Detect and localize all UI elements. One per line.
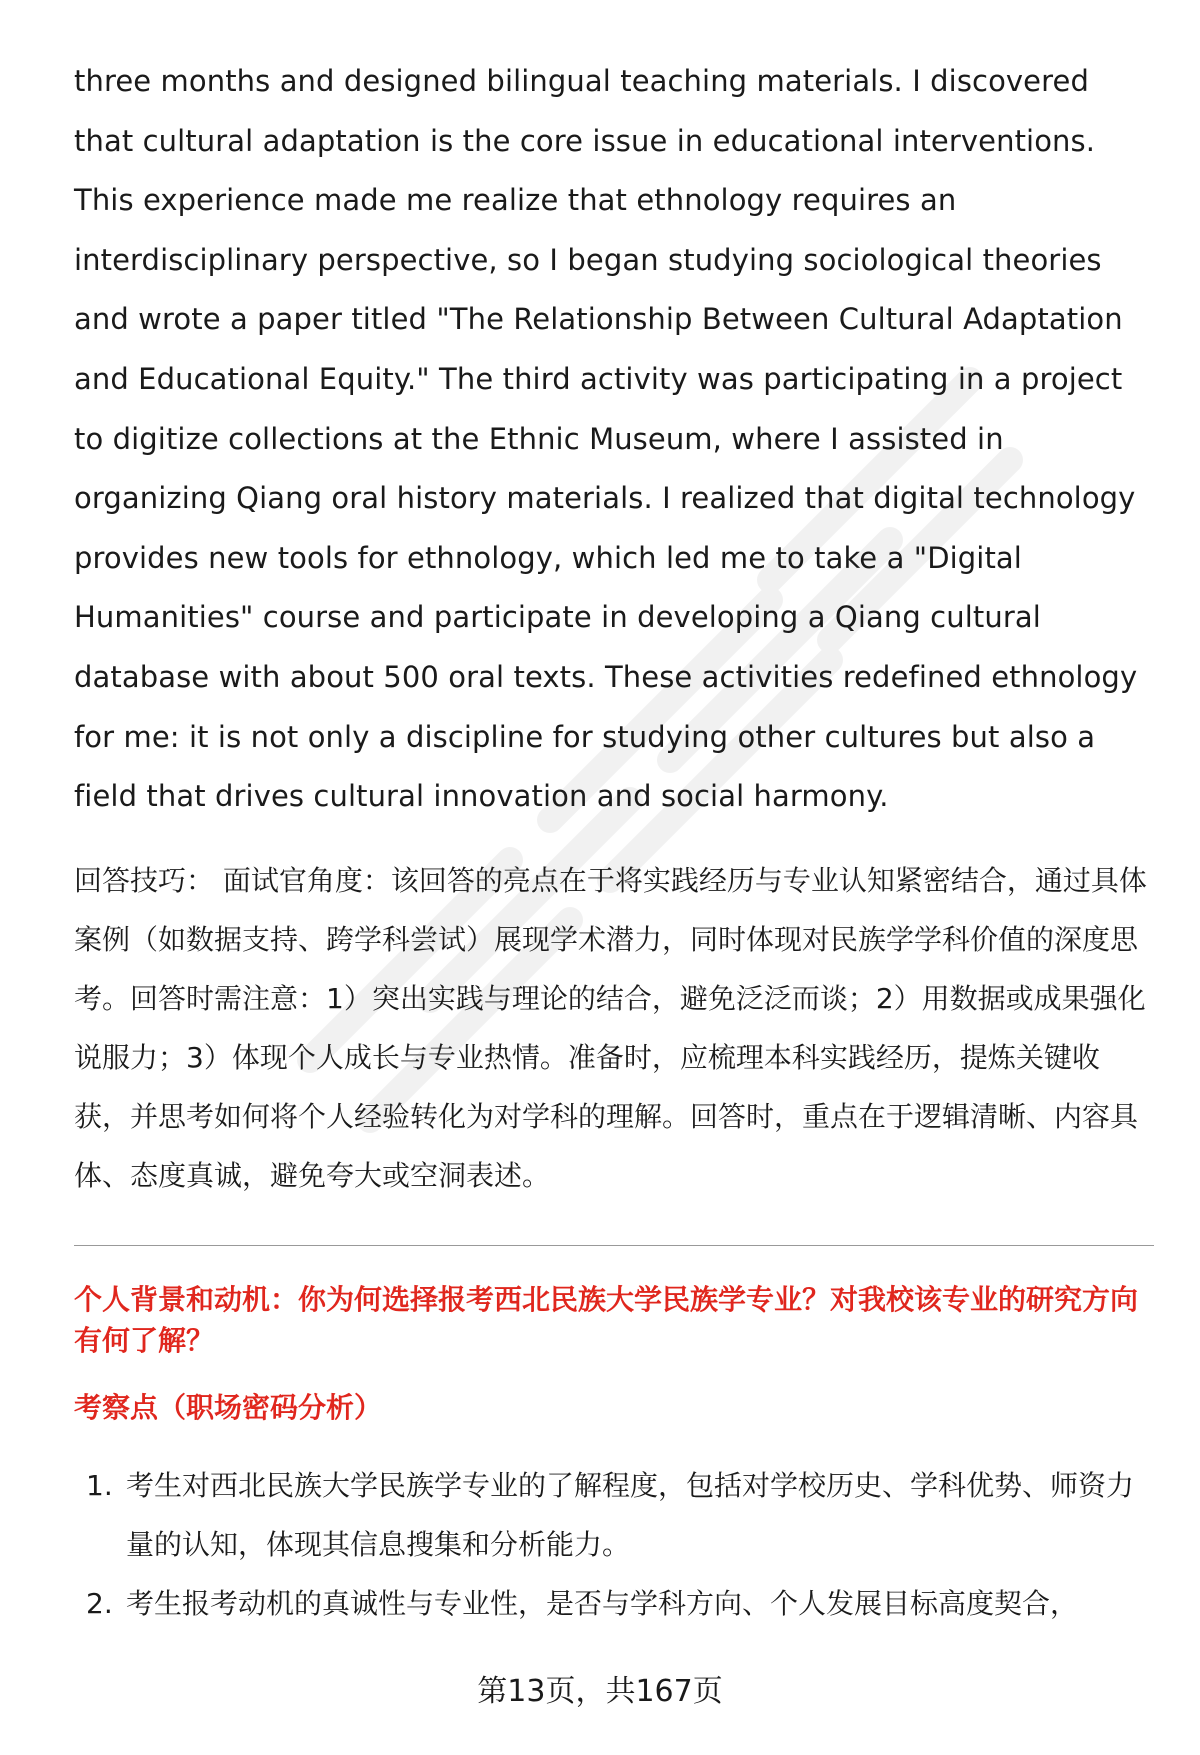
document-page [74, 52, 1154, 1633]
answer-paragraph: three months and designed bilingual teaching materials. I discovered that cultural adaptation is the core issue in educational interventions. This experience made me realize that ethnology requires an interdisciplinary perspective, so I began studying sociological theories and wrote a paper titled "The Relationship Between Cultural Adaptation and Educational Equity." The third activity was participating in a project to digitize collections at the Ethnic Museum, where I assisted in organizing Qiang oral history materials. I realized that digital technology provides new tools for ethnology, which led me to take a "Digital Humanities" course and participate in developing a Qiang cultural database with about 500 oral texts. These activities redefined ethnology for me: it is not only a discipline for studying other cultures but also a field that drives cultural innovation and social harmony. [74, 64, 1138, 814]
section-divider [74, 1245, 1154, 1246]
list-item-number: 2. [86, 1586, 113, 1620]
list-item-number: 1. [86, 1468, 113, 1502]
page-number-footer: 第13页，共167页 [477, 1674, 723, 1709]
list-item [74, 1574, 1154, 1633]
list-item-text: 考生对西北民族大学民族学专业的了解程度，包括对学校历史、学科优势、师资力量的认知，体现其信息搜集和分析能力。 [126, 1468, 1135, 1561]
list-item [74, 1456, 1154, 1574]
analysis-points-list [74, 1456, 1154, 1633]
question-heading: 个人背景和动机：你为何选择报考西北民族大学民族学专业？对我校该专业的研究方向有何了解？ [74, 1282, 1139, 1357]
list-item-text: 考生报考动机的真诚性与专业性，是否与学科方向、个人发展目标高度契合， [126, 1586, 1079, 1620]
tip-label: 回答技巧： [74, 863, 215, 897]
tip-text: 面试官角度：该回答的亮点在于将实践经历与专业认知紧密结合，通过具体案例（如数据支持、跨学科尝试）展现学术潜力，同时体现对民族学学科价值的深度思考。回答时需注意：1）突出实践与理论的结合，避免泛泛而谈；2）用数据或成果强化说服力；3）体现个人成长与专业热情。准备时，应梳理本科实践经历，提炼关键收获，并思考如何将个人经验转化为对学科的理解。回答时，重点在于逻辑清晰、内容具体、态度真诚，避免夸大或空洞表述。 [74, 863, 1147, 1192]
analysis-heading: 考察点（职场密码分析） [74, 1390, 383, 1424]
answer-tip [74, 851, 1154, 1205]
